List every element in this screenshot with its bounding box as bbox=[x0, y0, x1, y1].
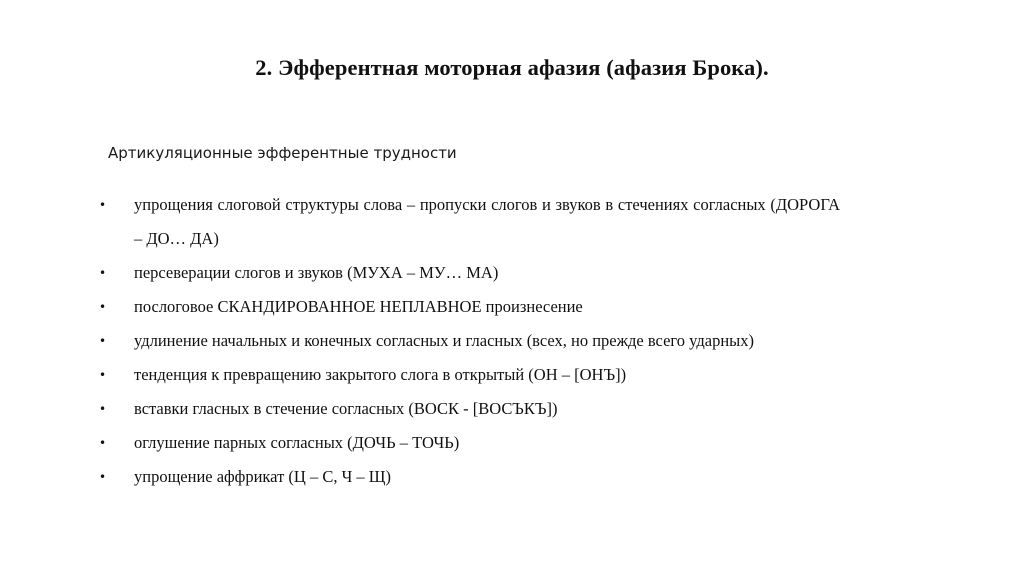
list-item-text: упрощение аффрикат (Ц – С, Ч – Щ) bbox=[134, 467, 391, 486]
list-item bbox=[99, 188, 840, 256]
list-item bbox=[99, 358, 840, 392]
list-item-text: тенденция к превращению закрытого слога в открытый (ОН – [ОНЪ]) bbox=[134, 365, 627, 384]
list-item-text: удлинение начальных и конечных согласных и гласных (всех, но прежде всего ударных) bbox=[134, 331, 754, 350]
list-item-text: персеверации слогов и звуков (МУХА – МУ… МА) bbox=[134, 263, 499, 282]
bullet-icon: • bbox=[99, 470, 107, 484]
list-item bbox=[99, 426, 840, 460]
list-item-text: послоговое СКАНДИРОВАННОЕ НЕПЛАВНОЕ произнесение bbox=[134, 297, 583, 316]
bullet-icon: • bbox=[99, 198, 107, 212]
list-item-text: упрощения слоговой структуры слова – пропуски слогов и звуков в стечениях согласных (ДОРОГА – ДО… ДА) bbox=[134, 195, 840, 248]
list-item bbox=[99, 324, 840, 358]
bullet-icon: • bbox=[99, 368, 107, 382]
list-item bbox=[99, 256, 840, 290]
list-item-text: вставки гласных в стечение согласных (ВОСК - [ВОСЪКЪ]) bbox=[134, 399, 558, 418]
bullet-icon: • bbox=[99, 300, 107, 314]
bullet-icon: • bbox=[99, 266, 107, 280]
bullet-icon: • bbox=[99, 334, 107, 348]
bullet-icon: • bbox=[99, 436, 107, 450]
list-item bbox=[99, 392, 840, 426]
list-item-text: оглушение парных согласных (ДОЧЬ – ТОЧЬ) bbox=[134, 433, 460, 452]
list-item bbox=[99, 460, 840, 494]
list-item bbox=[99, 290, 840, 324]
slide-title: 2. Эфферентная моторная афазия (афазия Брока). bbox=[255, 55, 769, 80]
bullet-icon: • bbox=[99, 402, 107, 416]
slide-subtitle: Артикуляционные эфферентные трудности bbox=[108, 144, 457, 162]
bullet-list bbox=[99, 188, 840, 494]
